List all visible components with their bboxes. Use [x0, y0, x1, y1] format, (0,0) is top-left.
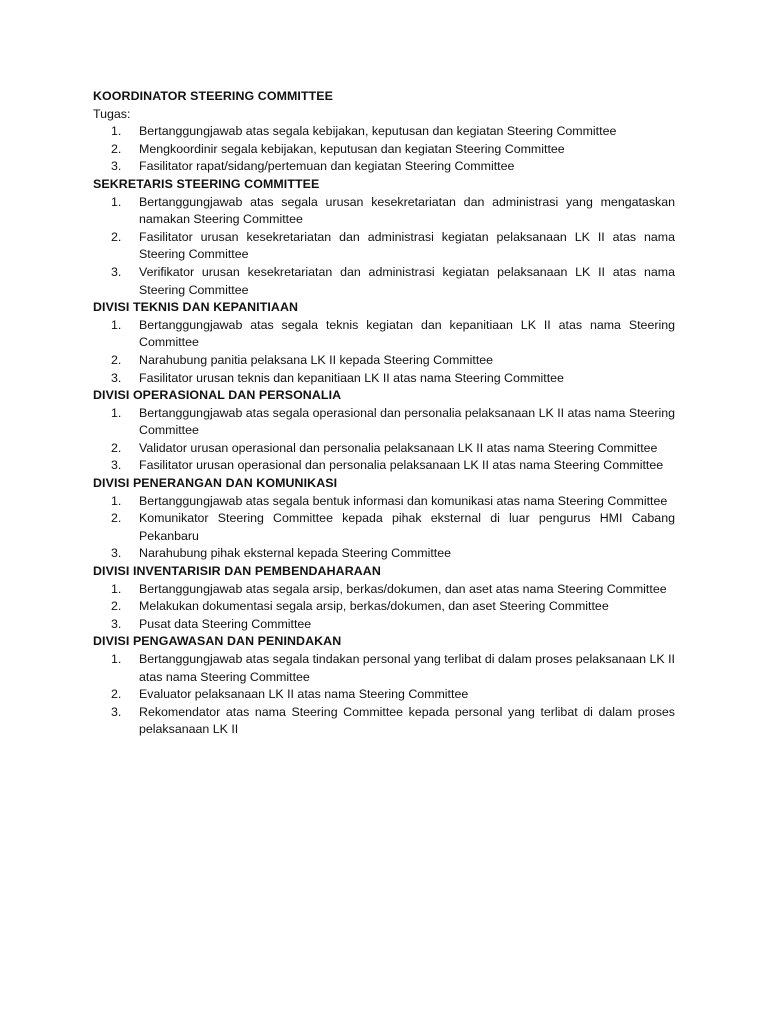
- list-item: 2. Narahubung panitia pelaksana LK II kepada Steering Committee: [111, 352, 494, 367]
- section-sekretaris: [93, 176, 675, 299]
- list-item-text: Bertanggungjawab atas segala arsip, berkas/dokumen, dan aset atas nama Steering Committee: [139, 581, 667, 596]
- list-item: 3. Narahubung pihak eksternal kepada Steering Committee: [111, 546, 452, 561]
- list-item-text: Bertanggungjawab atas segala teknis kegiatan dan kepanitiaan LK II atas nama Steering Committee: [139, 317, 675, 350]
- section-teknis: [93, 299, 675, 387]
- task-list: [93, 123, 675, 176]
- section-title: DIVISI INVENTARISIR DAN PEMBENDAHARAAN: [93, 564, 381, 579]
- list-item: 3. Verifikator urusan kesekretariatan dan administrasi kegiatan pelaksanaan LK II atas nama Steering Committee: [111, 264, 675, 297]
- section-title: DIVISI OPERASIONAL DAN PERSONALIA: [93, 388, 342, 403]
- list-item: 1. Bertanggungjawab atas segala operasional dan personalia pelaksanaan LK II atas nama Steering Committee: [111, 405, 675, 438]
- list-item: 2. Validator urusan operasional dan personalia pelaksanaan LK II atas nama Steering Committee: [111, 440, 658, 455]
- list-item: 1. Bertanggungjawab atas segala arsip, berkas/dokumen, dan aset atas nama Steering Committee: [111, 581, 667, 596]
- list-item: 3. Fasilitator urusan teknis dan kepanitiaan LK II atas nama Steering Committee: [111, 370, 564, 385]
- list-item: 2. Melakukan dokumentasi segala arsip, berkas/dokumen, dan aset Steering Committee: [111, 599, 609, 614]
- list-item-text: Mengkoordinir segala kebijakan, keputusan dan kegiatan Steering Committee: [139, 141, 565, 156]
- list-item-text: Bertanggungjawab atas segala operasional dan personalia pelaksanaan LK II atas nama Steering Committee: [139, 405, 675, 438]
- section-operasional: [93, 387, 675, 475]
- list-item-text: Bertanggungjawab atas segala urusan kesekretariatan dan administrasi yang mengataskan namakan Steering Committee: [139, 194, 675, 227]
- list-item-text: Fasilitator urusan teknis dan kepanitiaan LK II atas nama Steering Committee: [139, 370, 564, 385]
- section-title: DIVISI PENERANGAN DAN KOMUNIKASI: [93, 476, 338, 491]
- section-koordinator: [93, 88, 675, 176]
- task-list: [93, 317, 675, 387]
- list-item-text: Melakukan dokumentasi segala arsip, berkas/dokumen, dan aset Steering Committee: [139, 599, 609, 614]
- list-item-text: Bertanggungjawab atas segala kebijakan, keputusan dan kegiatan Steering Committee: [139, 124, 617, 139]
- list-item: 1. Bertanggungjawab atas segala tindakan personal yang terlibat di dalam proses pelaksanaan LK II atas nama Steering Committee: [111, 652, 675, 684]
- section-title: SEKRETARIS STEERING COMMITTEE: [93, 176, 320, 191]
- list-item: 1. Bertanggungjawab atas segala kebijakan, keputusan dan kegiatan Steering Committee: [111, 124, 617, 139]
- list-item-text: Rekomendator atas nama Steering Committee kepada personal yang terlibat di dalam proses pelaksanaan LK II: [139, 704, 675, 737]
- document-page: [93, 88, 675, 739]
- task-list: [93, 194, 675, 300]
- task-list: [93, 405, 675, 475]
- task-list: [93, 651, 675, 739]
- section-title: DIVISI TEKNIS DAN KEPANITIAAN: [93, 300, 299, 315]
- list-item-text: Verifikator urusan kesekretariatan dan administrasi kegiatan pelaksanaan LK II atas nama Steering Committee: [139, 264, 675, 297]
- section-title: KOORDINATOR STEERING COMMITTEE: [93, 89, 334, 103]
- list-item-text: Pusat data Steering Committee: [139, 616, 312, 631]
- list-item-text: Fasilitator rapat/sidang/pertemuan dan kegiatan Steering Committee: [139, 159, 515, 174]
- list-item: 1. Bertanggungjawab atas segala bentuk informasi dan komunikasi atas nama Steering Committee: [111, 493, 668, 508]
- list-item: 1. Bertanggungjawab atas segala urusan kesekretariatan dan administrasi yang mengataskan namakan Steering Committee: [111, 194, 675, 227]
- list-item-text: Bertanggungjawab atas segala tindakan personal yang terlibat di dalam proses pelaksanaan LK II atas nama Steering Committee: [139, 652, 675, 684]
- list-item: 2. Fasilitator urusan kesekretariatan dan administrasi kegiatan pelaksanaan LK II atas nama Steering Committee: [111, 229, 675, 262]
- list-item-text: Komunikator Steering Committee kepada pihak eksternal di luar pengurus HMI Cabang Pekanbaru: [139, 511, 675, 543]
- list-item-text: Narahubung pihak eksternal kepada Steering Committee: [139, 546, 452, 561]
- list-item: 2. Komunikator Steering Committee kepada pihak eksternal di luar pengurus HMI Cabang Pekanbaru: [111, 511, 675, 543]
- section-inventarisir: [93, 563, 675, 633]
- list-item: 2. Evaluator pelaksanaan LK II atas nama Steering Committee: [111, 687, 469, 702]
- list-item: 3. Rekomendator atas nama Steering Committee kepada personal yang terlibat di dalam proses pelaksanaan LK II: [111, 704, 675, 737]
- tugas-label: Tugas:: [93, 106, 131, 121]
- section-penerangan: [93, 475, 675, 563]
- list-item-text: Fasilitator urusan kesekretariatan dan administrasi kegiatan pelaksanaan LK II atas nama Steering Committee: [139, 229, 675, 262]
- task-list: [93, 581, 675, 634]
- list-item: 2. Mengkoordinir segala kebijakan, keputusan dan kegiatan Steering Committee: [111, 141, 565, 156]
- list-item-text: Validator urusan operasional dan personalia pelaksanaan LK II atas nama Steering Committee: [139, 440, 658, 455]
- list-item-text: Narahubung panitia pelaksana LK II kepada Steering Committee: [139, 352, 494, 367]
- section-pengawasan: [93, 633, 675, 739]
- list-item: 1. Bertanggungjawab atas segala teknis kegiatan dan kepanitiaan LK II atas nama Steering Committee: [111, 317, 675, 350]
- list-item-text: Evaluator pelaksanaan LK II atas nama Steering Committee: [139, 687, 469, 702]
- section-title: DIVISI PENGAWASAN DAN PENINDAKAN: [93, 634, 342, 649]
- list-item: 3. Pusat data Steering Committee: [111, 616, 312, 631]
- list-item-text: Fasilitator urusan operasional dan personalia pelaksanaan LK II atas nama Steering Committee: [139, 458, 664, 473]
- task-list: [93, 493, 675, 563]
- list-item: 3. Fasilitator rapat/sidang/pertemuan dan kegiatan Steering Committee: [111, 159, 515, 174]
- list-item: 3. Fasilitator urusan operasional dan personalia pelaksanaan LK II atas nama Steering Committee: [111, 458, 664, 473]
- list-item-text: Bertanggungjawab atas segala bentuk informasi dan komunikasi atas nama Steering Committee: [139, 493, 668, 508]
